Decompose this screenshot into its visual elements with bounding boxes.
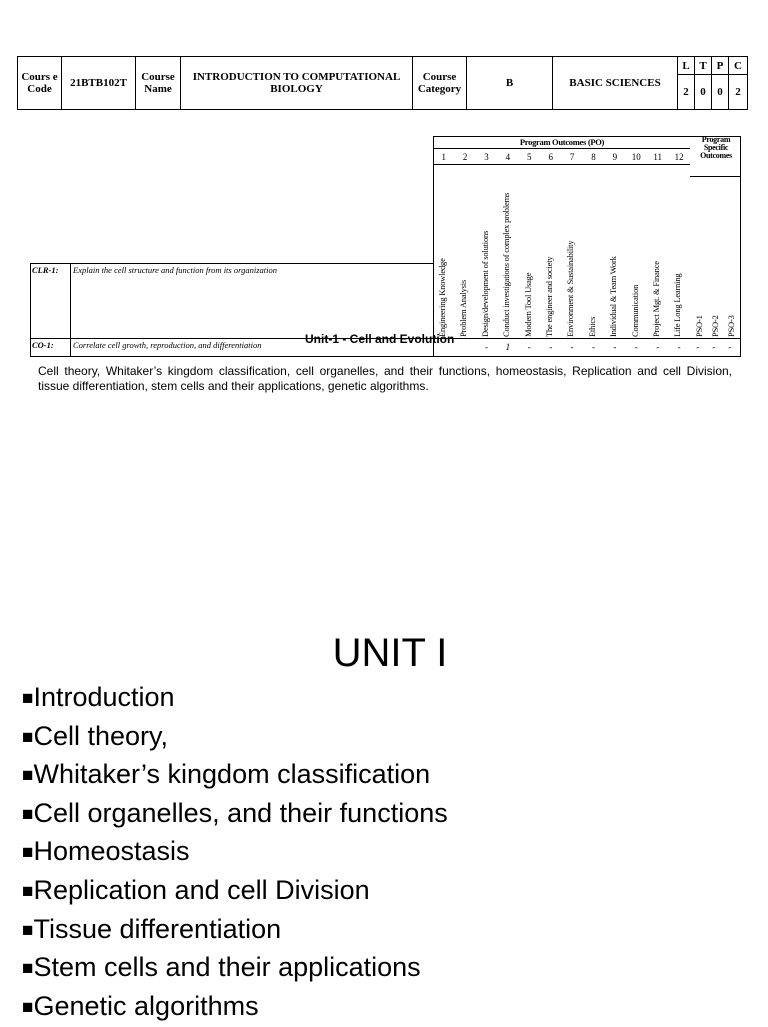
po-number: 10 xyxy=(631,152,641,162)
square-bullet-icon: ■ xyxy=(22,842,34,864)
co1-mapping-cell: - xyxy=(527,342,531,352)
topic-text: Tissue differentiation xyxy=(33,913,282,944)
po-number: 12 xyxy=(674,152,684,162)
slide-title: UNIT I xyxy=(332,631,448,675)
po-outcome-label: Conduct investigations of complex problems xyxy=(501,192,512,337)
course-name-label: Course Name xyxy=(136,57,181,110)
topic-item xyxy=(22,717,448,756)
po-outcome-label: Design/development of solutions xyxy=(479,230,490,337)
topic-list xyxy=(22,678,448,1025)
co1-mapping-cell: 1 xyxy=(505,342,511,352)
topic-text: Replication and cell Division xyxy=(33,874,370,905)
co1-mapping-cell xyxy=(454,339,475,356)
co1-mapping-cell: - xyxy=(677,342,681,352)
ltpc-label-p: P xyxy=(712,57,729,75)
co1-mapping-cell: - xyxy=(613,342,617,352)
po-outcome-label: The engineer and society xyxy=(544,256,554,337)
ltpc-label-t: T xyxy=(695,57,712,75)
co-label: CO-1: xyxy=(32,340,54,350)
co-text: Correlate cell growth, reproduction, and differentiation xyxy=(73,340,262,350)
topic-item xyxy=(22,948,448,987)
topic-text: Whitaker’s kingdom classification xyxy=(33,759,431,790)
ltpc-label-l: L xyxy=(678,57,695,75)
pso-label: PSO-1 xyxy=(693,315,704,337)
topic-text: Stem cells and their applications xyxy=(33,952,421,983)
pso-label: PSO-3 xyxy=(725,315,736,337)
topic-text: Cell theory, xyxy=(33,720,169,751)
topic-item xyxy=(22,871,448,910)
course-code: 21BTB102T xyxy=(62,57,136,110)
topic-item xyxy=(22,910,448,949)
co1-mapping-cell: - xyxy=(549,342,553,352)
co1-mapping-cell: - xyxy=(591,342,595,352)
po-outcome-label: Project Mgt. & Finance xyxy=(651,261,661,337)
square-bullet-icon: ■ xyxy=(22,726,34,748)
unit-description: Cell theory, Whitaker’s kingdom classification, cell organelles, and their functions, homeostasis, Replication and cell Division, tissue differentiation, stem cells and their applications, genetic algorithms. xyxy=(38,364,732,393)
po-number: 1 xyxy=(441,152,446,162)
po-number: 11 xyxy=(653,152,663,162)
topic-text: Introduction xyxy=(33,682,175,712)
square-bullet-icon: ■ xyxy=(22,765,34,787)
topic-item xyxy=(22,755,448,794)
po-outcome-label: Individual & Team Work xyxy=(608,256,619,337)
po-outcome-label: Ethics xyxy=(586,316,597,337)
topic-item xyxy=(22,794,448,833)
po-outcome-label: Communication xyxy=(629,284,640,337)
po-number: 4 xyxy=(505,152,511,162)
co1-mapping-cell: - xyxy=(634,342,638,352)
co1-mapping-cell: - xyxy=(728,342,732,352)
ltpc-value-p: 0 xyxy=(712,75,729,110)
po-number: 6 xyxy=(548,152,553,162)
topic-text: Homeostasis xyxy=(33,836,190,867)
topic-text: Genetic algorithms xyxy=(33,990,259,1021)
course-category-label: Course Category xyxy=(413,57,467,110)
clr-text: Explain the cell structure and function from its organization xyxy=(73,265,277,275)
square-bullet-icon: ■ xyxy=(22,996,34,1018)
clr-label: CLR-1: xyxy=(32,265,59,275)
square-bullet-icon: ■ xyxy=(22,958,34,980)
po-number: 2 xyxy=(462,152,468,162)
co1-mapping-cell: - xyxy=(570,342,574,352)
topic-item xyxy=(22,678,448,717)
co1-mapping-cell: - xyxy=(656,342,660,352)
ltpc-value-c: 2 xyxy=(729,75,748,110)
po-number: 9 xyxy=(612,152,618,162)
course-category-name: BASIC SCIENCES xyxy=(553,57,678,110)
course-name: INTRODUCTION TO COMPUTATIONAL BIOLOGY xyxy=(181,57,413,110)
square-bullet-icon: ■ xyxy=(22,919,34,941)
course-code-label: Cours e Code xyxy=(18,57,62,110)
course-category: B xyxy=(467,57,553,110)
course-header-table xyxy=(17,56,748,110)
po-outcome-label: Environment & Sustainability xyxy=(565,240,576,337)
po-outcome-label: Life Long Learning xyxy=(672,273,683,337)
ltpc-value-l: 2 xyxy=(678,75,695,110)
po-number: 3 xyxy=(484,152,489,162)
co1-mapping-cell: - xyxy=(696,342,700,352)
ltpc-value-t: 0 xyxy=(695,75,712,110)
topic-item xyxy=(22,987,448,1026)
pso-title: Program Specific Outcomes xyxy=(700,135,732,160)
topic-item xyxy=(22,832,448,871)
po-number: 5 xyxy=(527,152,532,162)
unit-heading: Unit-1 - Cell and Evolution xyxy=(305,332,455,346)
ltpc-label-c: C xyxy=(729,57,748,75)
co1-mapping-cell: - xyxy=(712,342,716,352)
po-outcome-label: Engineering Knowledge xyxy=(437,258,447,337)
po-number: 7 xyxy=(569,152,575,162)
po-outcome-label: Modern Tool Usage xyxy=(522,272,533,337)
square-bullet-icon: ■ xyxy=(22,803,34,825)
topic-text: Cell organelles, and their functions xyxy=(33,797,448,828)
square-bullet-icon: ■ xyxy=(22,880,34,902)
square-bullet-icon: ■ xyxy=(22,688,34,709)
po-outcome-label: Problem Analysis xyxy=(458,279,469,337)
program-outcomes-title: Program Outcomes (PO) xyxy=(519,137,605,147)
program-outcomes-table xyxy=(433,136,741,357)
po-number: 8 xyxy=(591,152,596,162)
co1-mapping-cell: - xyxy=(484,342,488,352)
pso-label: PSO-2 xyxy=(709,315,720,337)
